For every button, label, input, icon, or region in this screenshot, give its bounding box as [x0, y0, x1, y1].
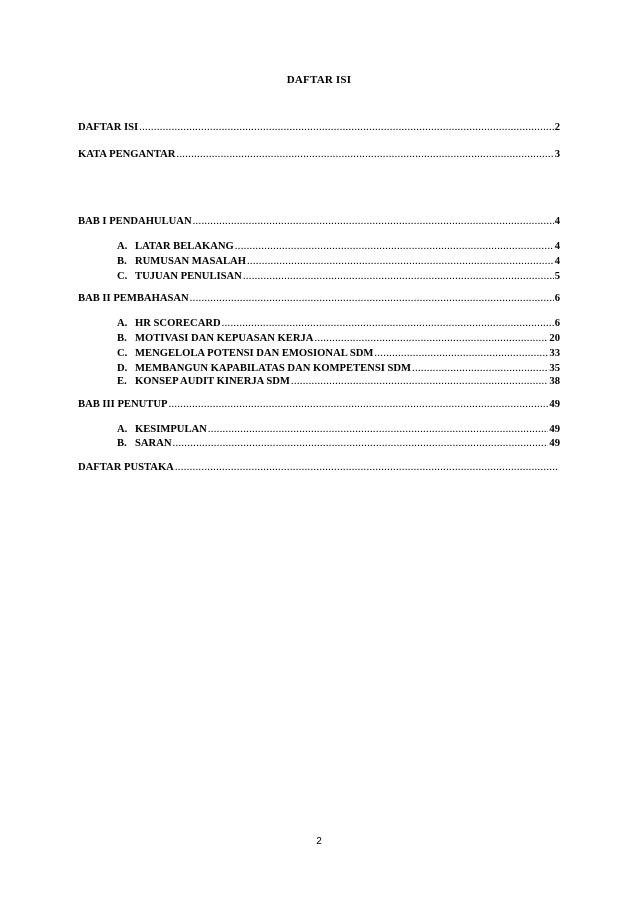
toc-entry-letter: B.: [117, 256, 127, 267]
toc-entry-saran[interactable]: [117, 437, 560, 451]
toc-entry-letter: B.: [117, 438, 127, 449]
toc-entry-label: LATAR BELAKANG: [135, 241, 234, 252]
toc-entry-letter: E.: [117, 376, 127, 387]
toc-entry-letter: A.: [117, 318, 128, 329]
toc-leader-dots: [314, 332, 548, 346]
toc-entry-bab-1[interactable]: [78, 215, 560, 229]
toc-entry-label: SARAN: [135, 438, 172, 449]
toc-entry-daftar-isi[interactable]: [78, 121, 560, 135]
toc-leader-dots: [193, 215, 554, 229]
toc-title: DAFTAR ISI: [286, 74, 352, 86]
toc-leader-dots: [168, 398, 548, 412]
toc-entry-kata-pengantar[interactable]: [78, 148, 560, 162]
toc-entry-page: 5: [554, 271, 560, 282]
toc-entry-label: HR SCORECARD: [135, 318, 221, 329]
toc-entry-konsep-audit[interactable]: [117, 375, 560, 389]
toc-leader-dots: [222, 317, 554, 331]
toc-entry-page: 4: [554, 256, 560, 267]
toc-entry-label: DAFTAR ISI: [78, 122, 139, 133]
toc-leader-dots: [235, 240, 554, 254]
toc-entry-label: KESIMPULAN: [135, 424, 207, 435]
toc-entry-mengelola-potensi[interactable]: [117, 347, 560, 361]
toc-entry-page: 6: [554, 318, 560, 329]
toc-leader-dots: [208, 423, 549, 437]
toc-leader-dots: [291, 375, 548, 389]
toc-entry-letter: D.: [117, 363, 128, 374]
toc-leader-dots: [374, 347, 548, 361]
toc-entry-page: 4: [554, 241, 560, 252]
toc-entry-label: RUMUSAN MASALAH: [135, 256, 246, 267]
toc-entry-kesimpulan[interactable]: [117, 423, 560, 437]
toc-entry-page: 2: [554, 122, 560, 133]
toc-entry-letter: A.: [117, 424, 128, 435]
toc-entry-page: 3: [554, 149, 560, 160]
toc-entry-label: MEMBANGUN KAPABILATAS DAN KOMPETENSI SDM: [135, 363, 412, 374]
toc-leader-dots: [243, 270, 554, 284]
toc-entry-letter: C.: [117, 348, 128, 359]
toc-entry-latar-belakang[interactable]: [117, 240, 560, 254]
toc-entry-letter: C.: [117, 271, 128, 282]
toc-entry-page: 33: [549, 348, 560, 359]
toc-entry-page: 49: [549, 438, 560, 449]
toc-leader-dots: [190, 292, 554, 306]
toc-entry-membangun-kapabilitas[interactable]: [117, 362, 560, 376]
toc-entry-page: 4: [554, 216, 560, 227]
toc-leader-dots: [173, 437, 549, 451]
toc-entry-label: MENGELOLA POTENSI DAN EMOSIONAL SDM: [135, 348, 374, 359]
toc-leader-dots: [175, 461, 559, 475]
toc-entry-page: 6: [554, 293, 560, 304]
toc-entry-letter: A.: [117, 241, 128, 252]
toc-leader-dots: [247, 255, 554, 269]
toc-entry-label: DAFTAR PUSTAKA: [78, 462, 174, 473]
toc-entry-bab-3[interactable]: [78, 398, 560, 412]
toc-entry-motivasi[interactable]: [117, 332, 560, 346]
toc-entry-page: 20: [549, 333, 560, 344]
toc-entry-rumusan-masalah[interactable]: [117, 255, 560, 269]
toc-leader-dots: [176, 148, 553, 162]
toc-entry-hr-scorecard[interactable]: [117, 317, 560, 331]
toc-leader-dots: [139, 121, 554, 135]
toc-entry-page: 35: [549, 363, 560, 374]
toc-leader-dots: [412, 362, 548, 376]
toc-entry-page: 38: [549, 376, 560, 387]
toc-entry-daftar-pustaka[interactable]: [78, 461, 560, 475]
page-number: 2: [316, 836, 322, 847]
toc-entry-page: 49: [549, 424, 560, 435]
toc-entry-label: TUJUAN PENULISAN: [135, 271, 242, 282]
toc-entry-label: KONSEP AUDIT KINERJA SDM: [135, 376, 290, 387]
toc-entry-label: BAB II PEMBAHASAN: [78, 293, 189, 304]
toc-entry-tujuan-penulisan[interactable]: [117, 270, 560, 284]
toc-entry-label: BAB I PENDAHULUAN: [78, 216, 192, 227]
toc-entry-page: 49: [549, 399, 560, 410]
toc-entry-bab-2[interactable]: [78, 292, 560, 306]
toc-entry-label: MOTIVASI DAN KEPUASAN KERJA: [135, 333, 314, 344]
toc-entry-label: KATA PENGANTAR: [78, 149, 176, 160]
toc-entry-label: BAB III PENUTUP: [78, 399, 168, 410]
toc-entry-letter: B.: [117, 333, 127, 344]
